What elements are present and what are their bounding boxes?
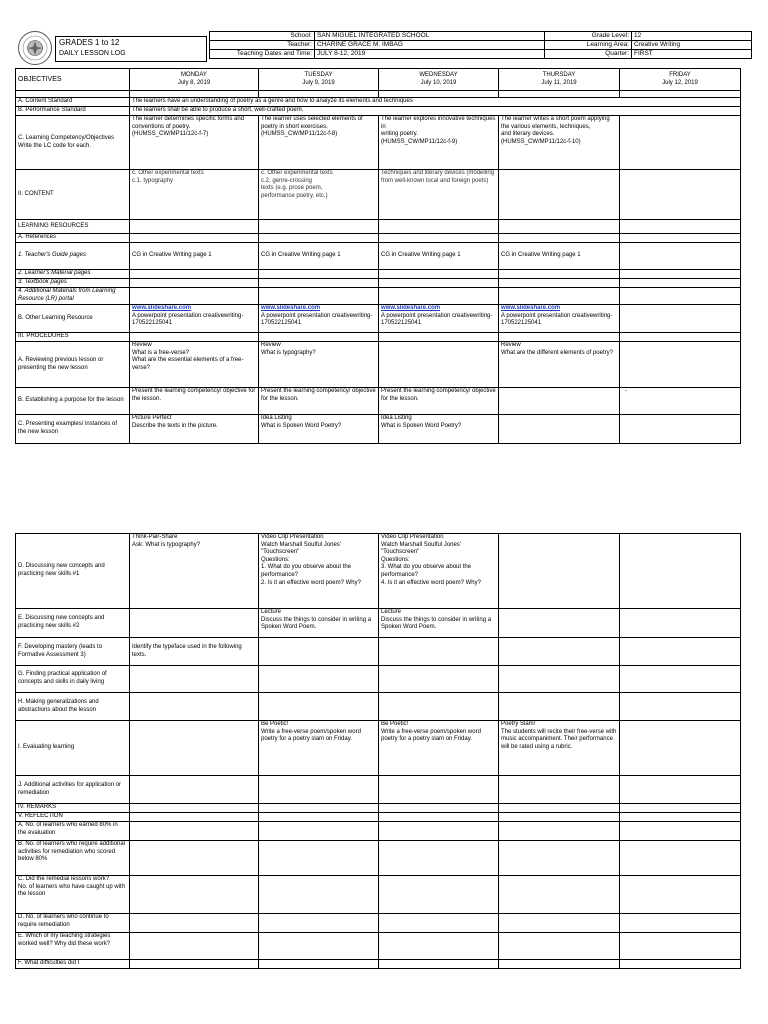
competency-cell: The learner uses selected elements of poetry in short exercises. (HUMSS_CW/MP11/12c-f-8) [259, 116, 379, 170]
empty-cell [130, 693, 259, 721]
empty-cell [259, 813, 379, 822]
teachers-guide-cell: CG in Creative Writing page 1 [130, 243, 259, 270]
empty-cell [620, 693, 741, 721]
reflection-b-label: B. No. of learners who require additional activities for remediation who scored below 80% [16, 841, 130, 876]
day-date: July 8, 2019 [177, 79, 211, 86]
empty-cell [499, 933, 620, 960]
empty-cell [620, 914, 741, 933]
resource-description: A powerpoint presentation creativewriting-170522125041 [132, 312, 244, 327]
empty-cell [130, 333, 259, 342]
day-date: July 12, 2019 [662, 79, 698, 86]
discussing-1-label: D. Discussing new concepts and practicing new skills #1 [16, 534, 130, 609]
presenting-cell: Idea Listing What is Spoken Word Poetry? [379, 415, 499, 444]
empty-cell [499, 876, 620, 914]
slideshare-link[interactable]: www.slideshare.com [261, 305, 321, 311]
empty-cell [499, 960, 620, 969]
empty-cell [379, 841, 499, 876]
evaluating-label: I. Evaluating learning [16, 721, 130, 776]
school-label: School: [210, 32, 315, 41]
discussing-1-cell: Video Clip Presentation Watch Marshall Soulful Jones' "Touchscreen" Questions: 3. What do you observe about the performance? 4. Is it an effective word poem? Why? [379, 534, 499, 609]
header-info-table [209, 31, 752, 59]
presenting-cell: Picture Perfect Describe the texts in the picture. [130, 415, 259, 444]
learners-materials-label: 2. Learner's Material pages [16, 270, 130, 279]
content-standard-label: A. Content Standard [16, 98, 130, 107]
empty-cell [130, 288, 259, 305]
empty-cell [620, 220, 741, 234]
purpose-cell: Present the learning competency/ objective for the lesson. [130, 388, 259, 415]
reflection-d-label: D. No. of learners who continue to require remediation [16, 914, 130, 933]
quarter-value: FIRST [632, 50, 752, 59]
empty-cell [620, 776, 741, 804]
empty-cell [379, 914, 499, 933]
reflection-c-label: C. Did the remedial lessons work? No. of learners who have caught up with the lesson [16, 876, 130, 914]
presenting-label: C. Presenting examples/ instances of the new lesson [16, 415, 130, 444]
empty-cell [259, 933, 379, 960]
empty-cell [499, 841, 620, 876]
spacer-cell [259, 91, 379, 98]
grade-level-label: Grade Level: [545, 32, 632, 41]
empty-cell [620, 933, 741, 960]
spacer-cell [499, 91, 620, 98]
purpose-cell: - [620, 388, 741, 415]
empty-cell [499, 270, 620, 279]
empty-cell [379, 876, 499, 914]
empty-cell [259, 876, 379, 914]
resource-description: A powerpoint presentation creativewriting-170522125041 [381, 312, 493, 327]
empty-cell [499, 220, 620, 234]
empty-cell [620, 822, 741, 841]
performance-standard-value: The learners shall be able to produce a short, well-crafted poem. [130, 107, 741, 116]
day-date: July 11, 2019 [541, 79, 577, 86]
empty-cell [499, 813, 620, 822]
empty-cell [259, 693, 379, 721]
slideshare-link[interactable]: www.slideshare.com [132, 305, 192, 311]
empty-cell [259, 960, 379, 969]
empty-cell [130, 822, 259, 841]
empty-cell [130, 933, 259, 960]
empty-cell [130, 804, 259, 813]
content-standard-value: The learners have an understanding of poetry as a genre and how to analyze its elements and techniques [130, 98, 741, 107]
empty-cell [499, 666, 620, 693]
discussing-1-cell [620, 534, 741, 609]
quarter-label: Quarter: [545, 50, 632, 59]
mastery-cell [259, 638, 379, 666]
deped-seal-logo [16, 30, 54, 66]
learning-area-value: Creative Writing [632, 41, 752, 50]
discussing-2-cell: Lecture Discuss the things to consider in writing a Spoken Word Poem. [379, 609, 499, 638]
day-date: July 9, 2019 [302, 79, 335, 86]
purpose-cell: Present the learning competency/ objective for the lesson. [259, 388, 379, 415]
empty-cell [259, 666, 379, 693]
textbook-label: 3. Textbook pages [16, 279, 130, 288]
empty-cell [499, 822, 620, 841]
reflection-f-label: F. What difficulties did I [16, 960, 130, 969]
empty-cell [130, 234, 259, 243]
competencies-label: C. Learning Competency/Objectives Write the LC code for each. [16, 116, 130, 170]
empty-cell [259, 220, 379, 234]
lesson-log-table-part-1 [15, 68, 741, 444]
empty-cell [620, 288, 741, 305]
reviewing-cell: Review What is typography? [259, 342, 379, 388]
day-name: THURSDAY [542, 71, 576, 78]
other-resource-cell [130, 305, 259, 333]
empty-cell [620, 666, 741, 693]
evaluating-cell: Poetry Slam! The students will recite their free-verse with music accompaniment. Their performance will be rated using a rubric. [499, 721, 620, 776]
empty-cell [379, 960, 499, 969]
empty-cell [259, 914, 379, 933]
mastery-cell [499, 638, 620, 666]
day-date: July 10, 2019 [420, 79, 457, 86]
remarks-label: IV. REMARKS [16, 804, 130, 813]
empty-cell [620, 804, 741, 813]
discussing-1-cell: Think-Pair-Share Ask: What is typography? [130, 534, 259, 609]
presenting-cell [620, 415, 741, 444]
content-cell: Techniques and literary devices (modelling from well-known local and foreign poets) [379, 170, 499, 220]
empty-cell [499, 333, 620, 342]
reviewing-cell: Review What are the different elements of poetry? [499, 342, 620, 388]
empty-cell [379, 666, 499, 693]
empty-cell [130, 220, 259, 234]
empty-cell [620, 841, 741, 876]
slideshare-link[interactable]: www.slideshare.com [381, 305, 441, 311]
discussing-2-cell [620, 609, 741, 638]
other-resources-label: B. Other Learning Resource [16, 305, 130, 333]
empty-cell [499, 693, 620, 721]
empty-cell [259, 804, 379, 813]
spacer-cell [130, 91, 259, 98]
reflection-label: V. REFLECTION [16, 813, 130, 822]
discussing-2-cell [130, 609, 259, 638]
spacer-cell [620, 91, 741, 98]
empty-cell [259, 822, 379, 841]
teachers-guide-cell [620, 243, 741, 270]
evaluating-cell: Be Poetic! Write a free-verse poem/spoken word poetry for a poetry slam on Friday. [259, 721, 379, 776]
empty-cell [499, 279, 620, 288]
teacher-label: Teacher: [210, 41, 315, 50]
empty-cell [130, 279, 259, 288]
content-cell [499, 170, 620, 220]
empty-cell [620, 813, 741, 822]
content-cell: c. Other experimental texts c.1. typography [130, 170, 259, 220]
discussing-1-cell: Video Clip Presentation Watch Marshall Soulful Jones' "Touchscreen" Questions: 1. What do you observe about the performance? 2. Is it an effective word poem? Why? [259, 534, 379, 609]
additional-materials-label: 4. Additional Materials from Learning Resource (LR) portal [16, 288, 130, 305]
mastery-label: F. Developing mastery (leads to Formative Assessment 3) [16, 638, 130, 666]
grades-title: GRADES 1 to 12 [59, 38, 120, 47]
presenting-cell: Idea Listing What is Spoken Word Poetry? [259, 415, 379, 444]
spacer-cell [16, 91, 130, 98]
teachers-guide-cell: CG in Creative Writing page 1 [259, 243, 379, 270]
competency-cell [620, 116, 741, 170]
purpose-cell [499, 388, 620, 415]
discussing-1-cell [499, 534, 620, 609]
objectives-heading: OBJECTIVES [16, 69, 130, 91]
content-cell: c. Other experimental texts c.2. genre-crossing texts (e.g. prose poem, performance poetry, etc.) [259, 170, 379, 220]
reflection-e-label: E. Which of my teaching strategies worked well? Why did these work? [16, 933, 130, 960]
day-name: MONDAY [181, 71, 207, 78]
spacer-cell [379, 91, 499, 98]
references-label: A. References [16, 234, 130, 243]
empty-cell [259, 333, 379, 342]
empty-cell [130, 960, 259, 969]
empty-cell [130, 914, 259, 933]
empty-cell [499, 914, 620, 933]
reflection-a-label: A. No. of learners who earned 80% in the evaluation [16, 822, 130, 841]
content-cell [620, 170, 741, 220]
empty-cell [379, 933, 499, 960]
mastery-cell: Identify the typeface used in the following texts. [130, 638, 259, 666]
empty-cell [259, 279, 379, 288]
empty-cell [130, 666, 259, 693]
teaching-dates-label: Teaching Dates and Time: [210, 50, 315, 59]
day-name: WEDNESDAY [419, 71, 458, 78]
empty-cell [379, 822, 499, 841]
resource-description: A powerpoint presentation creativewriting-170522125041 [261, 312, 373, 327]
procedures-label: III. PROCEDURES [16, 333, 130, 342]
empty-cell [620, 279, 741, 288]
day-name: FRIDAY [669, 71, 691, 78]
empty-cell [130, 876, 259, 914]
performance-standard-label: B. Performance Standard [16, 107, 130, 116]
resource-description: A powerpoint presentation creativewriting-170522125041 [501, 312, 613, 327]
school-value: SAN MIGUEL INTEGRATED SCHOOL [315, 32, 545, 41]
evaluating-cell [130, 721, 259, 776]
day-header-tuesday [259, 69, 379, 91]
additional-activities-label: J. Additional activities for application or remediation [16, 776, 130, 804]
other-resource-cell [620, 305, 741, 333]
day-header-friday [620, 69, 741, 91]
empty-cell [259, 776, 379, 804]
purpose-cell: Present the learning competency/ objective for the lesson. [379, 388, 499, 415]
empty-cell [130, 776, 259, 804]
day-name: TUESDAY [304, 71, 333, 78]
empty-cell [130, 841, 259, 876]
empty-cell [379, 234, 499, 243]
purpose-label: B. Establishing a purpose for the lesson [16, 388, 130, 415]
reviewing-label: A. Reviewing previous lesson or presenting the new lesson [16, 342, 130, 388]
teachers-guide-cell: CG in Creative Writing page 1 [499, 243, 620, 270]
discussing-2-cell: Lecture Discuss the things to consider in writing a Spoken Word Poem. [259, 609, 379, 638]
generalizations-label: H. Making generalizations and abstractions about the lesson [16, 693, 130, 721]
empty-cell [259, 234, 379, 243]
empty-cell [499, 804, 620, 813]
other-resource-cell [499, 305, 620, 333]
other-resource-cell [259, 305, 379, 333]
competency-cell: The learner explores innovative techniques in writing poetry. (HUMSS_CW/MP11/12c-f-9) [379, 116, 499, 170]
empty-cell [379, 270, 499, 279]
competency-cell: The learner writes a short poem applying the various elements, techniques, and literary devices. (HUMSS_CW/MP11/12c-f-10) [499, 116, 620, 170]
grade-level-value: 12 [632, 32, 752, 41]
mastery-cell [620, 638, 741, 666]
learning-area-label: Learning Area: [545, 41, 632, 50]
empty-cell [379, 279, 499, 288]
competency-cell: The learner determines specific forms and conventions of poetry. (HUMSS_CW/MP11/12c-f-7) [130, 116, 259, 170]
teacher-value: CHARINE GRACE M. IMBAG [315, 41, 545, 50]
practical-application-label: G. Finding practical application of concepts and skills in daily living [16, 666, 130, 693]
empty-cell [379, 220, 499, 234]
evaluating-cell [620, 721, 741, 776]
mastery-cell [379, 638, 499, 666]
evaluating-cell: Be Poetic! Write a free-verse poem/spoken word poetry for a poetry slam on Friday. [379, 721, 499, 776]
day-header-wednesday [379, 69, 499, 91]
discussing-2-label: E. Discussing new concepts and practicing new skills #2 [16, 609, 130, 638]
reviewing-cell: Review What is a free-verse? What are the essential elements of a free-verse? [130, 342, 259, 388]
lesson-log-table-part-2 [15, 533, 741, 969]
teaching-dates-value: JULY 8-12, 2019 [315, 50, 545, 59]
discussing-2-cell [499, 609, 620, 638]
empty-cell [379, 333, 499, 342]
empty-cell [620, 876, 741, 914]
slideshare-link[interactable]: www.slideshare.com [501, 305, 561, 311]
empty-cell [130, 270, 259, 279]
empty-cell [499, 288, 620, 305]
content-label: II. CONTENT [16, 170, 130, 220]
empty-cell [620, 333, 741, 342]
teachers-guide-label: 1. Teacher's Guide pages [16, 243, 130, 270]
empty-cell [379, 288, 499, 305]
title-block [55, 36, 207, 62]
empty-cell [379, 813, 499, 822]
reviewing-cell [620, 342, 741, 388]
teachers-guide-cell: CG in Creative Writing page 1 [379, 243, 499, 270]
empty-cell [379, 776, 499, 804]
learning-resources-label: LEARNING RESOURCES [16, 220, 130, 234]
empty-cell [620, 270, 741, 279]
empty-cell [130, 813, 259, 822]
presenting-cell [499, 415, 620, 444]
other-resource-cell [379, 305, 499, 333]
empty-cell [620, 960, 741, 969]
empty-cell [499, 234, 620, 243]
empty-cell [620, 234, 741, 243]
empty-cell [259, 288, 379, 305]
empty-cell [379, 693, 499, 721]
empty-cell [499, 776, 620, 804]
log-title: DAILY LESSON LOG [59, 50, 126, 57]
day-header-monday [130, 69, 259, 91]
empty-cell [259, 270, 379, 279]
day-header-thursday [499, 69, 620, 91]
empty-cell [259, 841, 379, 876]
reviewing-cell [379, 342, 499, 388]
empty-cell [379, 804, 499, 813]
